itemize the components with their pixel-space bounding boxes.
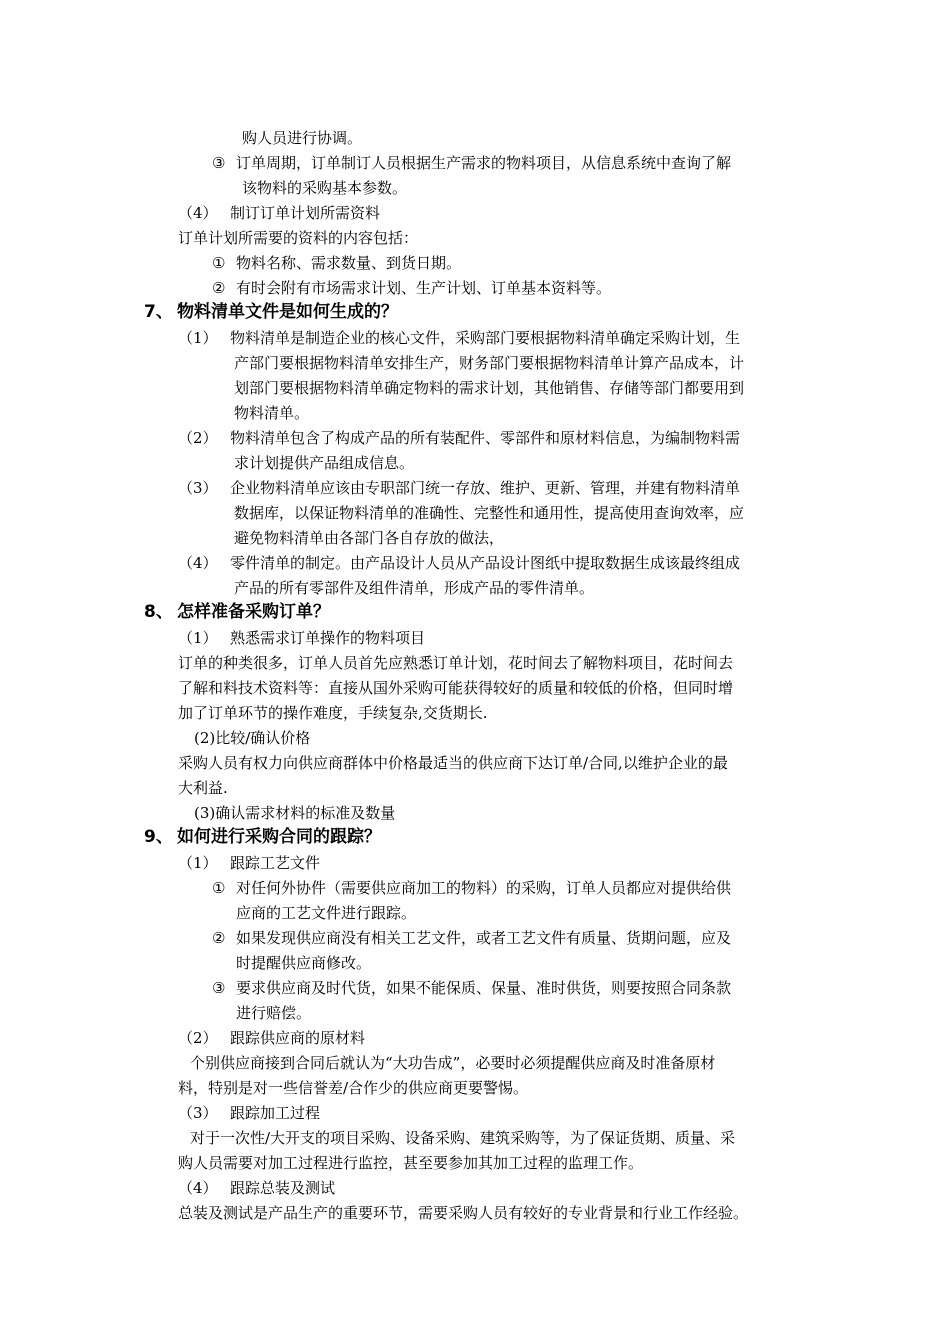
item-marker: （1） [178, 329, 218, 347]
list-item: （2） 跟踪供应商的原材料 [178, 1026, 365, 1050]
text-line: 了解和料技术资料等：直接从国外采购可能获得较好的质量和较低的价格，但同时增 [178, 679, 734, 697]
text-line: 求计划提供产品组成信息。 [234, 454, 415, 472]
text-line: 产部门要根据物料清单安排生产，财务部门要根据物料清单计算产品成本，计 [234, 354, 745, 372]
text-line: 数据库，以保证物料清单的准确性、完整性和通用性，提高使用查询效率，应 [234, 504, 745, 522]
item-marker: （2） [178, 1029, 218, 1047]
text-line: 订单计划所需要的资料的内容包括： [178, 229, 419, 247]
item-marker: （4） [178, 554, 218, 572]
list-item: （4） 跟踪总装及测试 [178, 1176, 335, 1200]
list-item: （3） 企业物料清单应该由专职部门统一存放、维护、更新、管理，并建有物料清单 [178, 476, 740, 500]
text-line: 进行赔偿。 [236, 1004, 312, 1022]
text-line: 产品的所有零部件及组件清单，形成产品的零件清单。 [234, 579, 595, 597]
circled-number: ② [212, 279, 226, 297]
circled-number: ③ [212, 154, 226, 172]
text-line: 总装及测试是产品生产的重要环节，需要采购人员有较好的专业背景和行业工作经验。 [178, 1204, 749, 1222]
text-line: 大利益. [178, 779, 228, 797]
text-line: 避免物料清单由各部门各自存放的做法， [234, 529, 505, 547]
list-item: （1） 熟悉需求订单操作的物料项目 [178, 626, 425, 650]
text-line: 加了订单环节的操作难度，手续复杂,交货期长. [178, 704, 488, 722]
list-item: （2） 物料清单包含了构成产品的所有装配件、零部件和原材料信息，为编制物料需 [178, 426, 740, 450]
list-item: ③ 订单周期，订单制订人员根据生产需求的物料项目，从信息系统中查询了解 [212, 151, 731, 175]
section-heading: 9、 如何进行采购合同的跟踪？ [144, 827, 381, 847]
text-line: 购人员进行协调。 [242, 129, 363, 147]
section-heading: 8、 怎样准备采购订单？ [144, 602, 330, 622]
text-line: (2)比较/确认价格 [194, 729, 311, 747]
section-heading: 7、 物料清单文件是如何生成的？ [144, 302, 398, 322]
item-marker: （1） [178, 629, 218, 647]
list-item: ② 有时会附有市场需求计划、生产计划、订单基本资料等。 [212, 276, 611, 300]
item-marker: （4） [178, 1179, 218, 1197]
text-line: 料，特别是对一些信誉差/合作少的供应商更要警惕。 [178, 1079, 529, 1097]
text-line: 购人员需要对加工过程进行监控，甚至要参加其加工过程的监理工作。 [178, 1154, 644, 1172]
item-marker: （3） [178, 479, 218, 497]
list-item: （3） 跟踪加工过程 [178, 1101, 320, 1125]
list-item: （4） 零件清单的制定。由产品设计人员从产品设计图纸中提取数据生成该最终组成 [178, 551, 740, 575]
text-line: 物料清单。 [234, 404, 310, 422]
list-item: ② 如果发现供应商没有相关工艺文件，或者工艺文件有质量、货期问题，应及 [212, 926, 731, 950]
circled-number: ① [212, 254, 226, 272]
list-item: （1） 物料清单是制造企业的核心文件，采购部门要根据物料清单确定采购计划，生 [178, 326, 740, 350]
text-line: 时提醒供应商修改。 [236, 954, 372, 972]
circled-number: ① [212, 879, 226, 897]
text-line: 个别供应商接到合同后就认为“大功告成”，必要时必须提醒供应商及时准备原材 [190, 1054, 716, 1072]
item-marker: （4） [178, 204, 218, 222]
item-marker: （1） [178, 854, 218, 872]
list-item: ③ 要求供应商及时代货，如果不能保质、保量、准时供货，则要按照合同条款 [212, 976, 731, 1000]
item-marker: （3） [178, 1104, 218, 1122]
text-line: 该物料的采购基本参数。 [242, 179, 408, 197]
list-item: （1） 跟踪工艺文件 [178, 851, 320, 875]
text-line: 订单的种类很多，订单人员首先应熟悉订单计划，花时间去了解物料项目，花时间去 [178, 654, 734, 672]
circled-number: ② [212, 929, 226, 947]
text-line: 对于一次性/大开支的项目采购、设备采购、建筑采购等，为了保证货期、质量、采 [190, 1129, 736, 1147]
text-line: (3)确认需求材料的标准及数量 [194, 804, 396, 822]
text-line: 采购人员有权力向供应商群体中价格最适当的供应商下达订单/合同,以维护企业的最 [178, 754, 728, 772]
text-line: 划部门要根据物料清单确定物料的需求计划，其他销售、存储等部门都要用到 [234, 379, 745, 397]
list-item: ① 物料名称、需求数量、到货日期。 [212, 251, 461, 275]
list-item: ① 对任何外协件（需要供应商加工的物料）的采购，订单人员都应对提供给供 [212, 876, 731, 900]
text-line: 应商的工艺文件进行跟踪。 [236, 904, 417, 922]
item-marker: （2） [178, 429, 218, 447]
list-item: （4） 制订订单计划所需资料 [178, 201, 380, 225]
circled-number: ③ [212, 979, 226, 997]
